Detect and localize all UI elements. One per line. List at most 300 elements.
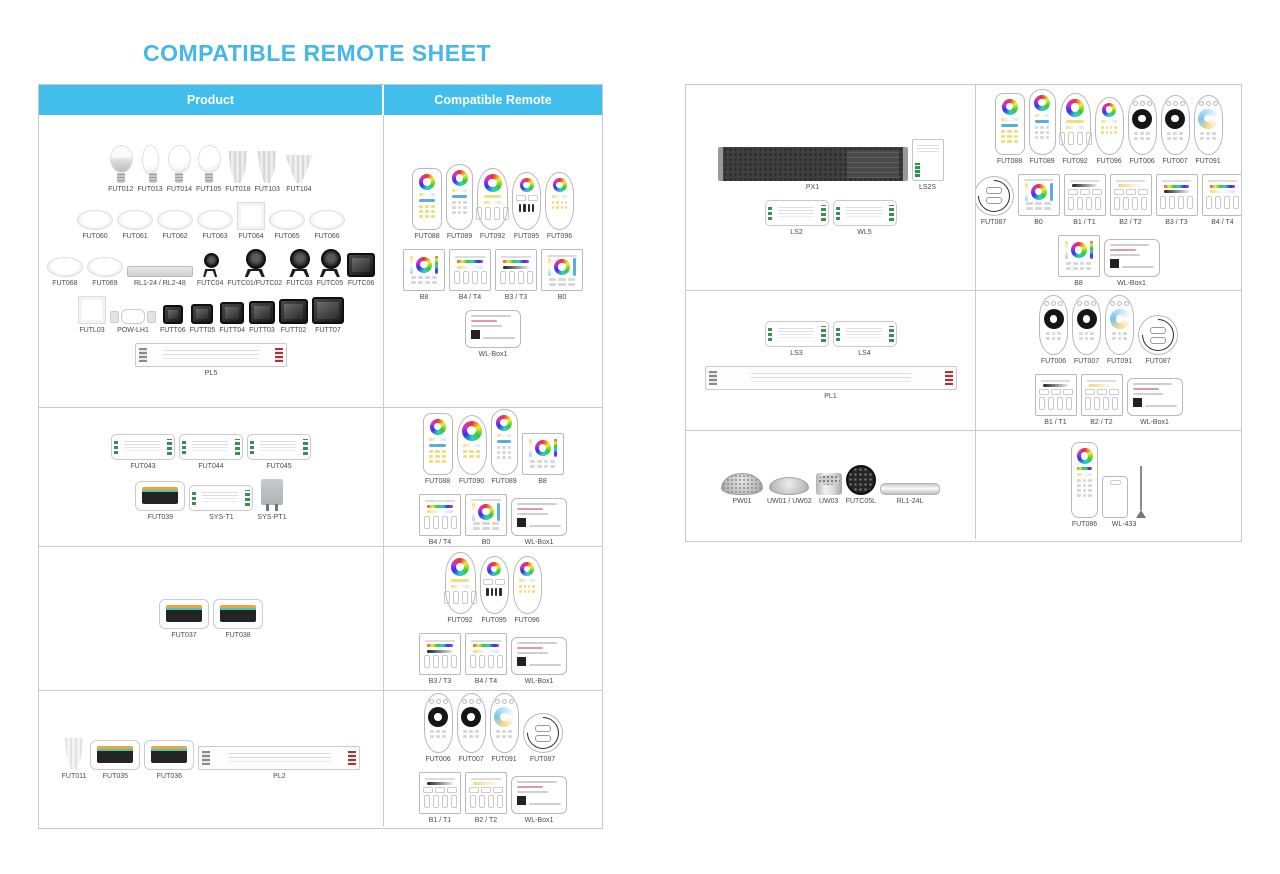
product-item bbox=[135, 343, 287, 377]
table-row bbox=[39, 546, 602, 690]
product-item bbox=[135, 481, 185, 521]
remote-item bbox=[1194, 95, 1223, 165]
controller-box-icon bbox=[179, 434, 243, 460]
bulb-icon bbox=[167, 145, 191, 183]
remote-fut096-icon bbox=[545, 172, 574, 230]
page-title: COMPATIBLE REMOTE SHEET bbox=[143, 40, 491, 66]
item-label: WL-Box1 bbox=[1117, 279, 1146, 287]
panel-light-icon bbox=[78, 296, 106, 324]
item-label: FUT089 bbox=[491, 477, 517, 485]
item-label: B4 / T4 bbox=[428, 538, 452, 546]
remote-fut006-icon bbox=[1161, 95, 1190, 155]
left-table-header bbox=[39, 85, 602, 115]
downlight-icon bbox=[77, 210, 113, 230]
wall-panel-b4-icon bbox=[449, 249, 491, 291]
power-plug-icon bbox=[261, 479, 283, 505]
item-label: FUT092 bbox=[1062, 157, 1088, 165]
remote-line bbox=[419, 772, 567, 824]
wall-panel-b3-icon bbox=[419, 633, 461, 675]
product-item bbox=[225, 151, 250, 193]
product-item bbox=[833, 321, 897, 357]
wifi-box-icon bbox=[511, 498, 567, 536]
wall-panel-b0-icon bbox=[1018, 174, 1060, 216]
remote-line bbox=[995, 89, 1223, 165]
gateway-box-icon bbox=[159, 599, 209, 629]
remote-item bbox=[412, 168, 442, 240]
compatible-remote-cell bbox=[976, 431, 1241, 539]
remote-item bbox=[1156, 174, 1198, 226]
remote-item bbox=[511, 776, 567, 824]
remote-item bbox=[511, 498, 567, 546]
left-table-rows bbox=[39, 115, 602, 826]
item-label: FUTL03 bbox=[79, 327, 105, 334]
remote-fut095-icon bbox=[480, 556, 509, 614]
bulb-icon bbox=[141, 145, 160, 183]
right-compatibility-table bbox=[685, 84, 1242, 542]
item-label: B3 / T3 bbox=[504, 294, 528, 301]
wall-panel-b4-icon bbox=[465, 633, 507, 675]
product-cell bbox=[39, 691, 384, 826]
remote-item bbox=[457, 415, 487, 485]
item-label: SYS-PT1 bbox=[257, 513, 287, 521]
item-label: FUTT05 bbox=[189, 327, 216, 334]
item-label: B3 / T3 bbox=[1165, 218, 1188, 226]
item-label: FUTC06 bbox=[347, 280, 375, 287]
item-label: WL-Box1 bbox=[524, 817, 554, 824]
item-label: UW03 bbox=[818, 498, 839, 505]
product-line bbox=[765, 200, 897, 236]
remote-item bbox=[424, 693, 453, 763]
product-item bbox=[284, 155, 314, 193]
remote-item bbox=[511, 637, 567, 685]
item-label: FUT013 bbox=[137, 186, 163, 193]
item-label: FUT006 bbox=[1040, 358, 1067, 365]
wall-panel-b1-icon bbox=[1035, 374, 1077, 416]
remote-fut091-icon bbox=[1194, 95, 1223, 155]
wall-panel-b2-icon bbox=[1110, 174, 1152, 216]
product-item bbox=[912, 139, 944, 191]
item-label: FUT039 bbox=[147, 513, 174, 521]
gu10-bulb-icon bbox=[62, 738, 86, 770]
remote-item bbox=[465, 633, 507, 685]
remote-item bbox=[446, 164, 473, 240]
item-label: B2 / T2 bbox=[474, 817, 498, 824]
wall-panel-b8-icon bbox=[1058, 235, 1100, 277]
remote-item bbox=[1018, 174, 1060, 226]
product-item bbox=[721, 473, 763, 505]
compatible-remote-cell bbox=[384, 408, 602, 546]
controller-box-icon bbox=[189, 485, 253, 511]
item-label: LS3 bbox=[790, 350, 803, 357]
wall-panel-b8-icon bbox=[403, 249, 445, 291]
item-label: FUT088 bbox=[996, 157, 1023, 165]
item-label: FUT089 bbox=[1029, 157, 1055, 165]
item-label: FUT011 bbox=[61, 772, 87, 780]
product-item bbox=[167, 145, 192, 193]
remote-item bbox=[523, 713, 563, 763]
item-label: FUT095 bbox=[481, 617, 507, 624]
product-item bbox=[846, 465, 876, 505]
product-item bbox=[189, 485, 253, 521]
product-item bbox=[286, 249, 312, 287]
flood-light-icon bbox=[279, 299, 308, 324]
item-label: FUT096 bbox=[514, 617, 540, 624]
item-label: RL1-24L bbox=[896, 498, 924, 505]
remote-fut006-icon bbox=[1128, 95, 1157, 155]
product-item bbox=[111, 434, 175, 470]
remote-item bbox=[491, 409, 518, 485]
compatible-remote-column-header: Compatible Remote bbox=[434, 93, 552, 107]
item-label: FUT007 bbox=[458, 756, 484, 763]
product-item bbox=[309, 210, 345, 240]
downlight-icon bbox=[87, 257, 123, 277]
product-line bbox=[721, 465, 940, 505]
remote-item bbox=[1102, 466, 1146, 528]
item-label: FUT006 bbox=[1129, 157, 1155, 165]
remote-line bbox=[419, 633, 567, 685]
remote-item bbox=[512, 172, 541, 240]
product-item bbox=[718, 147, 908, 191]
controller-box-icon bbox=[247, 434, 311, 460]
product-line bbox=[77, 202, 345, 240]
remote-line bbox=[419, 494, 567, 546]
item-label: B4 / T4 bbox=[474, 678, 498, 685]
remote-item bbox=[1128, 95, 1157, 165]
product-column-header: Product bbox=[39, 85, 384, 115]
led-driver-icon bbox=[198, 746, 360, 770]
item-label: FUT007 bbox=[1073, 358, 1100, 365]
underwater-light-icon bbox=[816, 473, 842, 495]
item-label: FUTT07 bbox=[315, 327, 341, 334]
remote-fut096-icon bbox=[513, 556, 542, 614]
item-label: FUT060 bbox=[82, 233, 108, 240]
remote-item bbox=[522, 433, 564, 485]
downlight-icon bbox=[269, 210, 305, 230]
item-label: B1 / T1 bbox=[428, 817, 452, 824]
wall-panel-b2-icon bbox=[1081, 374, 1123, 416]
remote-fut006-icon bbox=[1072, 295, 1101, 355]
product-item bbox=[312, 297, 344, 334]
wall-panel-b0-icon bbox=[465, 494, 507, 536]
item-label: B4 / T4 bbox=[458, 294, 482, 301]
item-label: FUT092 bbox=[479, 233, 506, 240]
remote-fut006-icon bbox=[424, 693, 453, 753]
remote-fut006-icon bbox=[1039, 295, 1068, 355]
product-item bbox=[765, 321, 829, 357]
controller-box-icon bbox=[111, 434, 175, 460]
remote-item bbox=[1081, 374, 1123, 426]
item-label: B1 / T1 bbox=[1044, 419, 1067, 426]
remote-item bbox=[477, 168, 508, 240]
remote-item bbox=[419, 633, 461, 685]
table-row bbox=[39, 115, 602, 407]
product-item bbox=[237, 202, 265, 240]
product-line bbox=[765, 321, 897, 357]
product-item bbox=[255, 151, 280, 193]
table-row bbox=[686, 85, 1241, 290]
item-label: B0 bbox=[481, 538, 491, 546]
item-label: FUTC05L bbox=[845, 498, 877, 505]
downlight-icon bbox=[47, 257, 83, 277]
product-item bbox=[317, 249, 343, 287]
remote-item bbox=[1060, 93, 1091, 165]
item-label: PX1 bbox=[805, 184, 820, 191]
compatible-remote-cell bbox=[384, 547, 602, 690]
product-item bbox=[157, 210, 193, 240]
item-label: FUT091 bbox=[1106, 358, 1133, 365]
flood-light-icon bbox=[347, 253, 375, 277]
remote-line bbox=[465, 310, 521, 358]
item-label: B2 / T2 bbox=[1119, 218, 1142, 226]
product-item bbox=[767, 477, 812, 505]
remote-line bbox=[1035, 374, 1183, 426]
remote-line bbox=[403, 249, 583, 301]
product-line bbox=[135, 343, 287, 377]
item-label: FUT036 bbox=[156, 772, 183, 780]
remote-fut092-icon bbox=[1060, 93, 1091, 155]
garden-light-icon bbox=[243, 249, 267, 277]
item-label: FUT095 bbox=[513, 233, 540, 240]
product-item bbox=[144, 740, 194, 780]
flood-light-icon bbox=[312, 297, 344, 324]
product-line bbox=[705, 366, 957, 400]
remote-line bbox=[1058, 235, 1160, 287]
remote-item bbox=[976, 176, 1014, 226]
item-label: FUT088 bbox=[424, 477, 451, 485]
downlight-icon bbox=[309, 210, 345, 230]
remote-item bbox=[480, 556, 509, 624]
item-label: B8 bbox=[419, 294, 429, 301]
product-item bbox=[127, 266, 193, 287]
remote-item bbox=[1104, 239, 1160, 287]
wall-panel-b4-icon bbox=[1202, 174, 1242, 216]
product-item bbox=[227, 249, 282, 287]
product-cell bbox=[39, 547, 384, 690]
led-driver-icon bbox=[135, 343, 287, 367]
remote-item bbox=[1095, 97, 1124, 165]
remote-item bbox=[465, 772, 507, 824]
remote-line bbox=[412, 164, 574, 240]
gateway-box-icon bbox=[90, 740, 140, 770]
item-label: FUTT06 bbox=[159, 327, 186, 334]
product-item bbox=[269, 210, 305, 240]
gateway-box-icon bbox=[213, 599, 263, 629]
remote-fut006-icon bbox=[457, 693, 486, 753]
remote-fut089-icon bbox=[446, 164, 473, 230]
item-label: FUT086 bbox=[1071, 521, 1098, 528]
remote-line bbox=[1071, 442, 1146, 528]
item-label: FUT090 bbox=[458, 477, 485, 485]
item-label: POW-LH1 bbox=[117, 327, 149, 334]
item-label: FUT089 bbox=[446, 233, 473, 240]
product-item bbox=[197, 253, 223, 287]
item-label: FUT087 bbox=[1145, 358, 1171, 365]
remote-item bbox=[445, 552, 476, 624]
gateway-box-icon bbox=[144, 740, 194, 770]
downlight-icon bbox=[157, 210, 193, 230]
compatible-remote-cell bbox=[384, 115, 602, 407]
remote-item bbox=[1039, 295, 1068, 365]
wall-washer-icon bbox=[127, 266, 193, 277]
remote-item bbox=[1110, 174, 1152, 226]
flood-light-icon bbox=[220, 302, 244, 324]
remote-fut089-icon bbox=[491, 409, 518, 475]
item-label: FUTT02 bbox=[280, 327, 307, 334]
wall-panel-b1-icon bbox=[419, 772, 461, 814]
remote-fut089-icon bbox=[1029, 89, 1056, 155]
item-label: B8 bbox=[538, 477, 547, 485]
gu10-bulb-icon bbox=[255, 151, 279, 183]
product-line bbox=[47, 249, 375, 287]
remote-fut088-icon bbox=[423, 413, 453, 475]
table-row bbox=[39, 690, 602, 826]
product-item bbox=[47, 257, 83, 287]
led-driver-icon bbox=[705, 366, 957, 390]
product-item bbox=[279, 299, 308, 334]
bulb-icon bbox=[197, 145, 221, 183]
remote-fut090-icon bbox=[457, 415, 487, 475]
remote-item bbox=[457, 693, 486, 763]
right-table-rows bbox=[686, 85, 1241, 539]
item-label: FUT035 bbox=[102, 772, 129, 780]
item-label: WL-433 bbox=[1111, 521, 1137, 528]
product-item bbox=[219, 302, 245, 334]
item-label: FUT012 bbox=[108, 186, 134, 193]
remote-line bbox=[976, 174, 1241, 226]
remote-fut088-icon bbox=[412, 168, 442, 230]
product-line bbox=[718, 139, 944, 191]
flood-light-icon bbox=[163, 305, 183, 324]
product-item bbox=[108, 145, 133, 193]
flood-light-icon bbox=[249, 301, 275, 324]
product-cell bbox=[686, 431, 976, 539]
product-item bbox=[87, 257, 123, 287]
compatible-remote-cell bbox=[976, 291, 1241, 430]
remote-fut096-icon bbox=[1095, 97, 1124, 155]
table-row bbox=[686, 290, 1241, 430]
product-item bbox=[213, 599, 263, 639]
product-cell bbox=[686, 291, 976, 430]
remote-item bbox=[1161, 95, 1190, 165]
wifi-box-icon bbox=[465, 310, 521, 348]
item-label: PL2 bbox=[273, 772, 286, 780]
product-item bbox=[179, 434, 243, 470]
remote-item bbox=[1071, 442, 1098, 528]
product-item bbox=[816, 473, 842, 505]
item-label: FUT014 bbox=[166, 186, 192, 193]
bulb-icon bbox=[109, 145, 133, 183]
product-item bbox=[77, 210, 113, 240]
product-item bbox=[160, 305, 186, 334]
remote-item bbox=[995, 93, 1025, 165]
downlight-icon bbox=[117, 210, 153, 230]
remote-fut091-icon bbox=[1105, 295, 1134, 355]
wall-panel-b4-icon bbox=[419, 494, 461, 536]
product-line bbox=[108, 145, 314, 193]
remote-item bbox=[465, 310, 521, 358]
item-label: FUT043 bbox=[130, 462, 156, 470]
downlight-icon bbox=[197, 210, 233, 230]
remote-item bbox=[465, 494, 507, 546]
item-label: FUT038 bbox=[225, 631, 251, 639]
product-item bbox=[347, 253, 375, 287]
item-label: FUT006 bbox=[425, 756, 451, 763]
product-cell bbox=[686, 85, 976, 290]
item-label: WL-Box1 bbox=[1140, 419, 1169, 426]
product-item bbox=[247, 434, 311, 470]
remote-item bbox=[1127, 378, 1183, 426]
item-label: FUT103 bbox=[254, 186, 280, 193]
product-item bbox=[137, 145, 162, 193]
remote-fut086-icon bbox=[1071, 442, 1098, 518]
product-cell bbox=[39, 408, 384, 546]
item-label: FUT104 bbox=[286, 186, 312, 193]
remote-item bbox=[513, 556, 542, 624]
item-label: WL-Box1 bbox=[524, 678, 554, 685]
item-label: RL1-24 / RL2-48 bbox=[134, 280, 186, 287]
item-label: FUT061 bbox=[122, 233, 148, 240]
item-label: FUT068 bbox=[52, 280, 78, 287]
item-label: FUT087 bbox=[529, 756, 556, 763]
item-label: FUTC05 bbox=[316, 280, 344, 287]
product-item bbox=[249, 301, 275, 334]
product-item bbox=[78, 296, 106, 334]
item-label: WL-Box1 bbox=[478, 351, 508, 358]
product-item bbox=[159, 599, 209, 639]
wifi-box-icon bbox=[511, 637, 567, 675]
item-label: B2 / T2 bbox=[1090, 419, 1113, 426]
product-line bbox=[62, 738, 361, 780]
remote-item bbox=[423, 413, 453, 485]
remote-line bbox=[423, 409, 564, 485]
item-label: B0 bbox=[1034, 218, 1043, 226]
garden-light-icon bbox=[287, 249, 311, 277]
item-label: FUTT03 bbox=[249, 327, 275, 334]
remote-item bbox=[449, 249, 491, 301]
item-label: FUT091 bbox=[491, 756, 517, 763]
item-label: WL-Box1 bbox=[524, 538, 554, 546]
remote-item bbox=[1029, 89, 1056, 165]
item-label: FUT065 bbox=[274, 233, 300, 240]
wall-panel-b3-icon bbox=[495, 249, 537, 291]
left-compatibility-table bbox=[38, 84, 603, 829]
product-item bbox=[62, 738, 87, 780]
flood-light-icon bbox=[846, 465, 876, 495]
remote-item bbox=[541, 249, 583, 301]
wifi-box-icon bbox=[1104, 239, 1160, 277]
product-item bbox=[110, 309, 156, 334]
item-label: LS2S bbox=[918, 184, 937, 191]
item-label: FUT044 bbox=[198, 462, 224, 470]
item-label: FUT018 bbox=[225, 186, 251, 193]
product-line bbox=[111, 434, 311, 470]
controller-box-icon bbox=[833, 321, 897, 347]
item-label: FUTC01/FUTC02 bbox=[227, 280, 283, 287]
item-label: FUTT04 bbox=[219, 327, 245, 334]
remote-line bbox=[445, 552, 542, 624]
remote-item bbox=[1105, 295, 1134, 365]
remote-fut092-icon bbox=[477, 168, 508, 230]
remote-fut087-icon bbox=[976, 176, 1014, 216]
wall-panel-b2-icon bbox=[465, 772, 507, 814]
remote-fut095-icon bbox=[512, 172, 541, 230]
item-label: LS2 bbox=[790, 229, 803, 236]
wifi-box-icon bbox=[1127, 378, 1183, 416]
wifi-box-icon bbox=[511, 776, 567, 814]
remote-line bbox=[1039, 295, 1178, 365]
flood-light-icon bbox=[191, 304, 213, 324]
item-label: FUTC04 bbox=[196, 280, 224, 287]
